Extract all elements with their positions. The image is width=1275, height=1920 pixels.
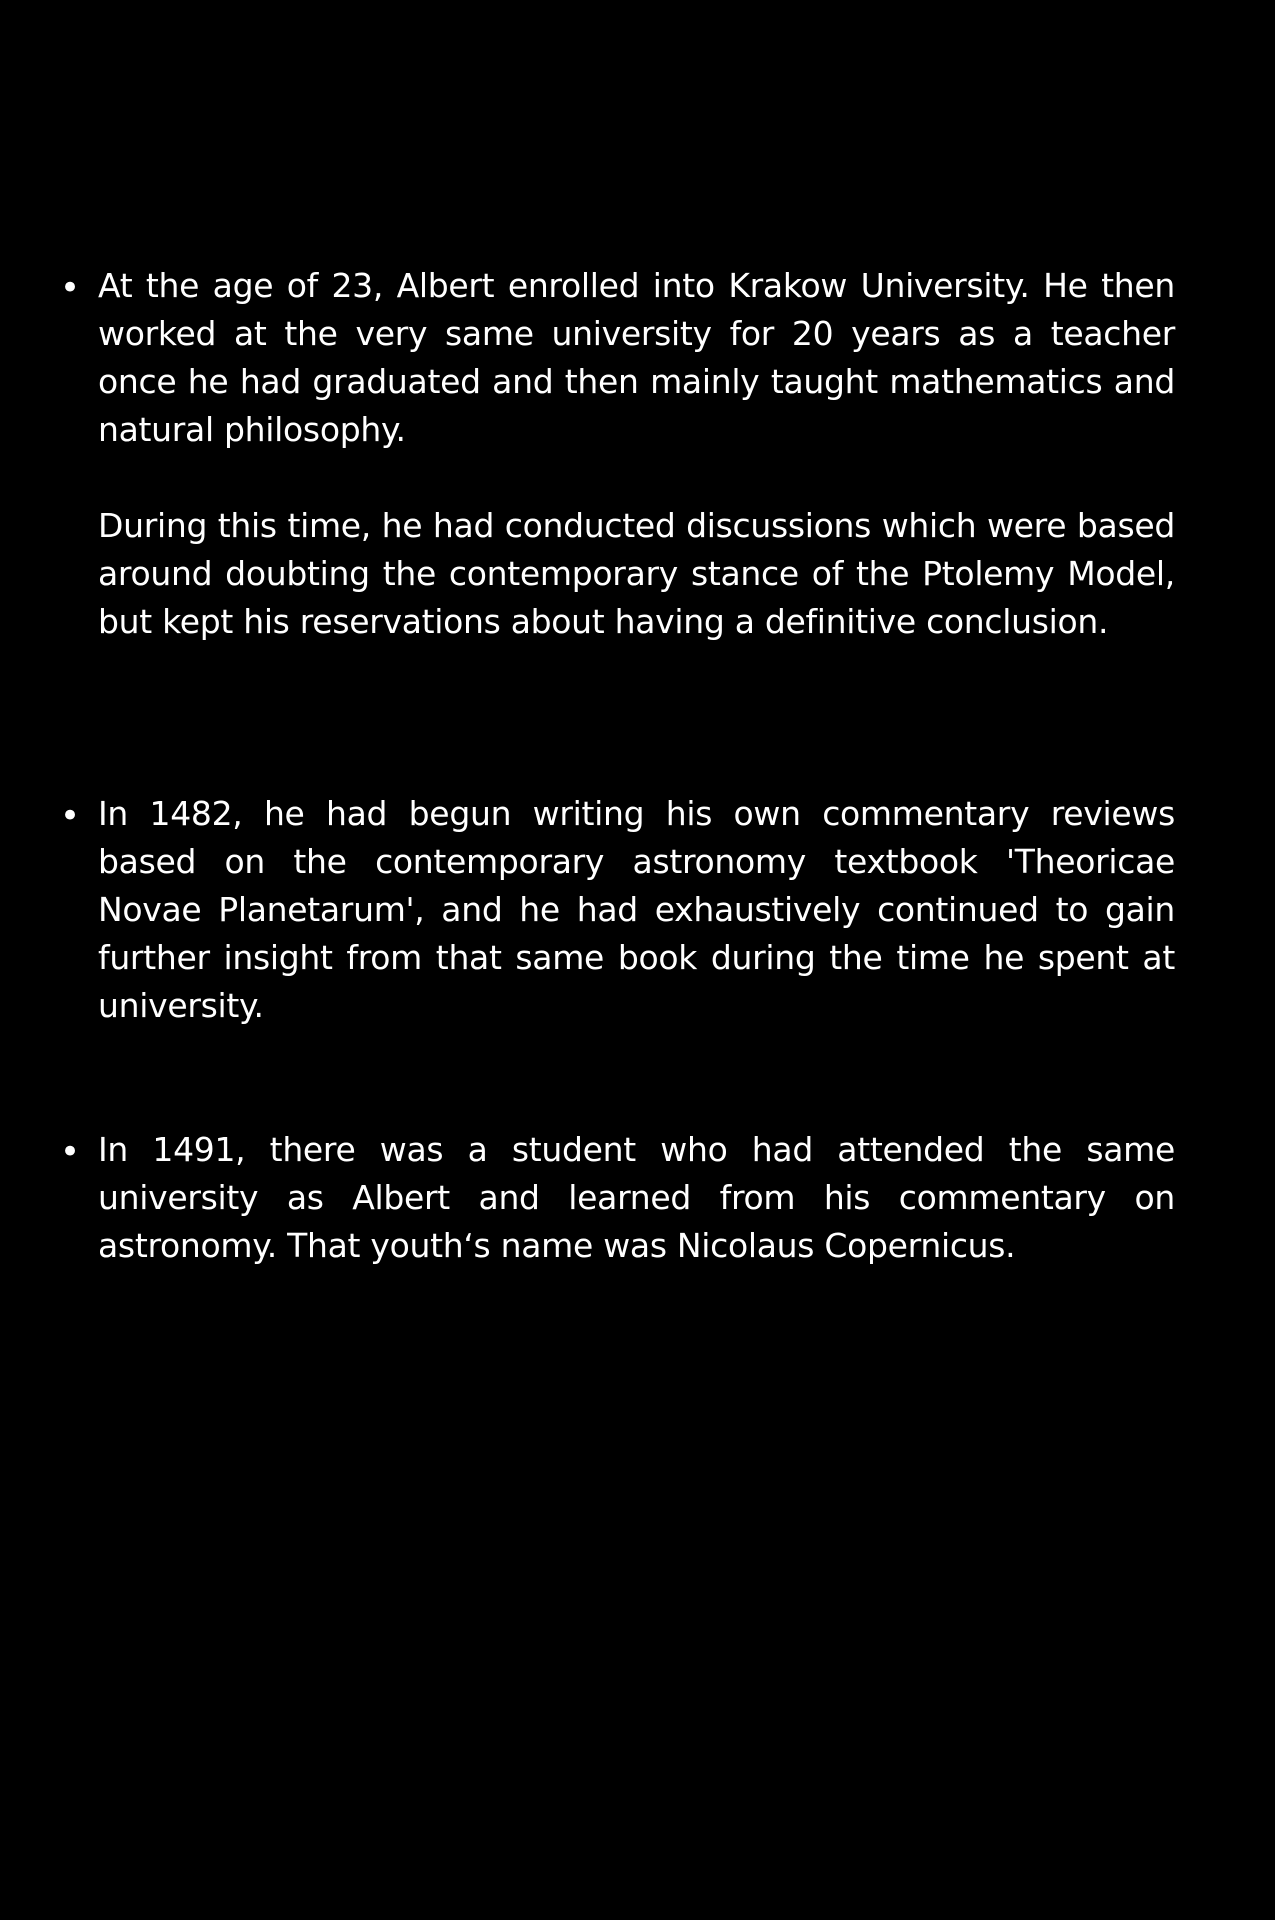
- bullet-point-icon: •: [60, 268, 81, 308]
- bullet-item-krakow: [60, 262, 1175, 646]
- bullet-content: [98, 790, 1175, 1030]
- paragraph: During this time, he had conducted discussions which were based around doubting the contemporary stance of the Ptolemy Model, but kept his reservations about having a definitive conclusion.: [98, 506, 1175, 641]
- bullet-item-copernicus: [60, 1126, 1175, 1270]
- paragraph: In 1491, there was a student who had attended the same university as Albert and learned from his commentary on astronomy. That youth‘s name was Nicolaus Copernicus.: [98, 1130, 1175, 1265]
- bullet-content: [98, 1126, 1175, 1270]
- paragraph: At the age of 23, Albert enrolled into Krakow University. He then worked at the very same university for 20 years as a teacher once he had graduated and then mainly taught mathematics and natural philosophy.: [98, 266, 1175, 449]
- bullet-point-icon: •: [60, 796, 81, 836]
- bullet-point-icon: •: [60, 1132, 81, 1172]
- bullet-content: [98, 262, 1175, 646]
- paragraph: In 1482, he had begun writing his own commentary reviews based on the contemporary astronomy textbook 'Theoricae Novae Planetarum', and he had exhaustively continued to gain further insight from that same book during the time he spent at university.: [98, 794, 1175, 1025]
- bullet-item-commentary: [60, 790, 1175, 1030]
